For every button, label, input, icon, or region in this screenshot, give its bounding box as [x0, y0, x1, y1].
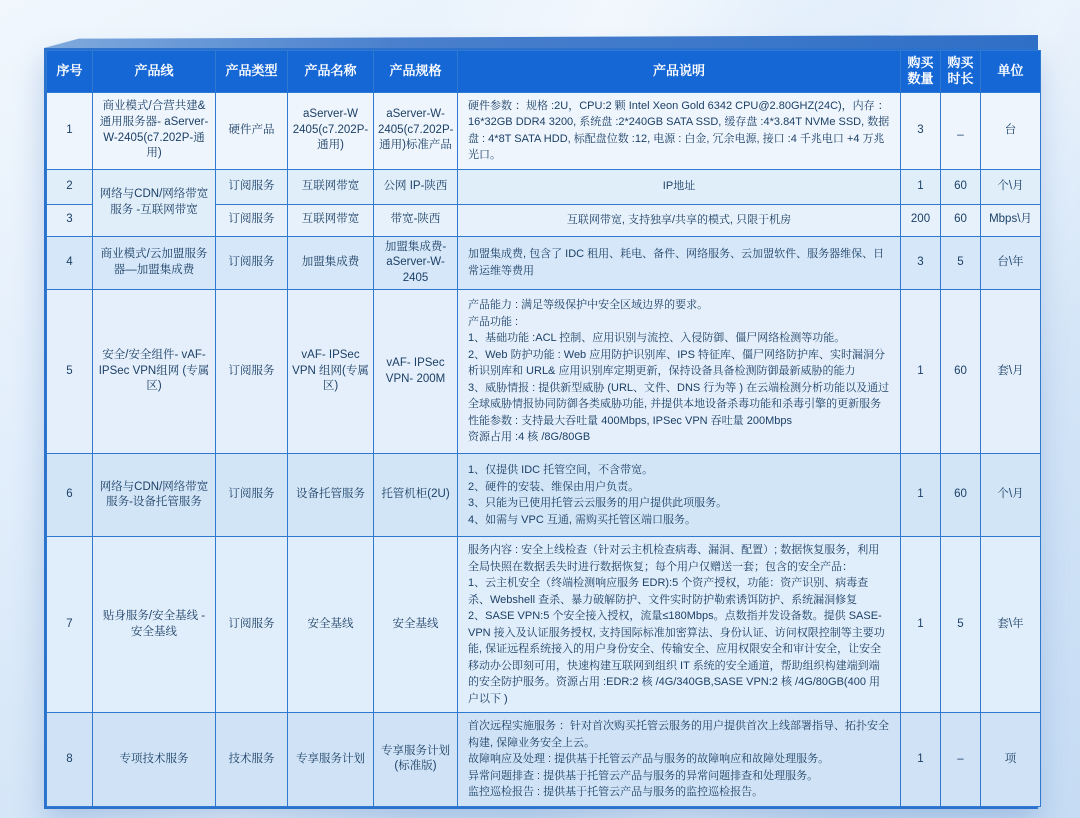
product-line-cell: 安全/安全组件- vAF-IPSec VPN组网 (专属区): [93, 290, 216, 454]
product-line-cell: 商业模式/合营共建&通用服务器- aServer-W-2405(c7.202P-通用): [93, 92, 216, 169]
product-spec-cell: 公网 IP-陕西: [374, 169, 458, 204]
product-name-cell: 专享服务计划: [288, 713, 374, 807]
desc-line: 硬件参数 ：规格 :2U，CPU:2 颗 Intel Xeon Gold 6342 CPU@2.80GHZ(24C)，内存 ：16*32GB DDR4 3200, 系统盘 :2*240GB SATA SSD, 缓存盘 :4*3.84T NVMe SSD, 数据盘 : 4*8T SATA HDD, 标配盘位数 :12, 电源 : 白金, 冗余电源, 接口 :4 千兆电口 +4 万兆光口。: [468, 99, 890, 161]
desc-line: 3、只能为已使用托管云云服务的用户提供此项服务。: [468, 497, 728, 510]
product-line-cell: 贴身服务/安全基线 - 安全基线: [93, 537, 216, 713]
product-name-cell: 互联网带宽: [288, 169, 374, 204]
col-header-seq: 序号: [47, 51, 93, 93]
table-row: [47, 713, 1041, 807]
product-spec-cell: 专享服务计划 (标准版): [374, 713, 458, 807]
qty-cell: 1: [901, 290, 941, 454]
table-row: [47, 454, 1041, 537]
table-frame: [44, 48, 1038, 809]
product-spec-cell: 安全基线: [374, 537, 458, 713]
product-desc-cell: [458, 713, 901, 807]
desc-line: 互联网带宽, 支持独享/共享的模式, 只限于机房: [566, 213, 792, 226]
col-header-product-desc: 产品说明: [458, 51, 901, 93]
table-row: [47, 236, 1041, 290]
desc-line: 产品能力 : 满足等级保护中安全区域边界的要求。: [468, 299, 709, 312]
seq-cell: 8: [47, 713, 93, 807]
product-name-cell: 设备托管服务: [288, 454, 374, 537]
qty-cell: 200: [901, 204, 941, 236]
desc-line: 性能参数 : 支持最大吞吐量 400Mbps, IPSec VPN 吞吐量 200Mbps: [468, 414, 792, 427]
unit-cell: 个\月: [981, 454, 1041, 537]
product-line-cell: 网络与CDN/网络带宽服务 -互联网带宽: [93, 169, 216, 236]
seq-cell: 2: [47, 169, 93, 204]
unit-cell: 套\月: [981, 290, 1041, 454]
col-header-product-type: 产品类型: [216, 51, 288, 93]
desc-line: 故障响应及处理 : 提供基于托管云产品与服务的故障响应和故障处理服务。: [468, 753, 830, 766]
product-type-cell: 订阅服务: [216, 537, 288, 713]
unit-cell: 台: [981, 92, 1041, 169]
unit-cell: 个\月: [981, 169, 1041, 204]
product-table: [46, 50, 1041, 807]
product-type-cell: 订阅服务: [216, 169, 288, 204]
product-table-panel: [44, 35, 1038, 809]
col-header-unit: 单位: [981, 51, 1041, 93]
duration-cell: 60: [941, 204, 981, 236]
desc-line: 1、云主机安全（终端检测响应服务 EDR):5 个资产授权，功能：资产识别、病毒查杀、Webshell 查杀、暴力破解防护、文件实时防护勒索诱饵防护、系统漏洞修复: [468, 577, 869, 606]
product-type-cell: 硬件产品: [216, 92, 288, 169]
seq-cell: 6: [47, 454, 93, 537]
duration-cell: –: [941, 713, 981, 807]
table-row: [47, 537, 1041, 713]
desc-line: 1、仅提供 IDC 托管空间，不含带宽。: [468, 464, 654, 477]
col-header-product-spec: 产品规格: [374, 51, 458, 93]
product-type-cell: 技术服务: [216, 713, 288, 807]
product-spec-cell: 带宽-陕西: [374, 204, 458, 236]
col-header-duration: 购买时长: [941, 51, 981, 93]
desc-line: 4、如需与 VPC 互通, 需购买托管区端口服务。: [468, 513, 696, 526]
seq-cell: 5: [47, 290, 93, 454]
product-name-cell: 安全基线: [288, 537, 374, 713]
product-type-cell: 订阅服务: [216, 290, 288, 454]
product-line-cell: 商业模式/云加盟服务器—加盟集成费: [93, 236, 216, 290]
product-desc-cell: [458, 454, 901, 537]
unit-cell: 项: [981, 713, 1041, 807]
product-spec-cell: 加盟集成费-aServer-W-2405: [374, 236, 458, 290]
desc-line: 2、Web 防护功能 : Web 应用防护识别库、IPS 特征库、僵尸网络防护库、实时漏洞分析识别库和 URL& 应用识别库定期更新，保持设备具备检测防御最新威胁的能力: [468, 348, 886, 378]
qty-cell: 1: [901, 537, 941, 713]
duration-cell: 60: [941, 169, 981, 204]
product-desc-cell: [458, 290, 901, 454]
product-desc-cell: [458, 537, 901, 713]
qty-cell: 1: [901, 713, 941, 807]
product-line-cell: 网络与CDN/网络带宽服务-设备托管服务: [93, 454, 216, 537]
unit-cell: 台\年: [981, 236, 1041, 290]
desc-line: 1、基础功能 :ACL 控制、应用识别与流控、入侵防御、僵尸网络检测等功能。: [468, 332, 846, 345]
desc-line: 服务内容 : 安全上线检查（针对云主机检查病毒、漏洞、配置）; 数据恢复服务，利用全局快照在数据丢失时进行数据恢复；每个用户仅赠送一套；包含的安全产品：: [468, 544, 880, 573]
seq-cell: 3: [47, 204, 93, 236]
product-desc-cell: [458, 236, 901, 290]
table-top-bevel: [44, 35, 1038, 48]
desc-line: 产品功能 :: [468, 315, 519, 328]
product-name-cell: aServer-W 2405(c7.202P-通用): [288, 92, 374, 169]
product-desc-cell: [458, 204, 901, 236]
table-body: [47, 92, 1041, 806]
table-row: [47, 169, 1041, 204]
desc-line: 加盟集成费, 包含了 IDC 租用、耗电、备件、网络服务、云加盟软件、服务器维保、日常运维等费用: [468, 248, 885, 277]
seq-cell: 1: [47, 92, 93, 169]
desc-line: 2、SASE VPN:5 个安全接入授权，流量≤180Mbps。点数指并发设备数。提供 SASE-VPN 接入及认证服务授权, 支持国际标准加密算法、身份认证、访问权限控制等主要功能, 保证远程系统接入的用户身份安全、传输安全、应用权限安全和审计安全，让安全移动办公即刻可用，快速构建互联网到组织 IT 系统的安全通道，帮助组织构建端到端的安全防护服务。资源占用 :EDR:2 核 /4G/340GB,SASE VPN:2 核 /4G/80GB(400 用户以下 ): [468, 610, 885, 705]
product-desc-cell: [458, 169, 901, 204]
duration-cell: _: [941, 92, 981, 169]
desc-line: 监控巡检报告 : 提供基于托管云产品与服务的监控巡检报告。: [468, 786, 764, 799]
table-row: [47, 92, 1041, 169]
duration-cell: 60: [941, 290, 981, 454]
table-row: [47, 290, 1041, 454]
seq-cell: 4: [47, 236, 93, 290]
seq-cell: 7: [47, 537, 93, 713]
product-line-cell: 专项技术服务: [93, 713, 216, 807]
desc-line: 首次远程实施服务 ：针对首次购买托管云服务的用户提供首次上线部署指导、拓扑安全构建, 保障业务安全上云。: [468, 720, 890, 749]
desc-line: 2、硬件的安装、维保由用户负责。: [468, 480, 640, 493]
product-type-cell: 订阅服务: [216, 454, 288, 537]
unit-cell: Mbps\月: [981, 204, 1041, 236]
desc-line: 3、威胁情报 : 提供新型威胁 (URL、文件、DNS 行为等 ) 在云端检测分析功能以及通过全球威胁情报协同防御各类威胁功能, 并提供本地设备杀毒功能和杀毒引擎的更新服务: [468, 381, 890, 411]
col-header-product-name: 产品名称: [288, 51, 374, 93]
duration-cell: 5: [941, 236, 981, 290]
table-header-row: [47, 51, 1041, 93]
qty-cell: 3: [901, 92, 941, 169]
col-header-product-line: 产品线: [93, 51, 216, 93]
qty-cell: 1: [901, 169, 941, 204]
desc-line: 异常问题排查 : 提供基于托管云产品与服务的异常问题排查和处理服务。: [468, 769, 819, 782]
product-name-cell: 加盟集成费: [288, 236, 374, 290]
product-name-cell: vAF- IPSec VPN 组网(专属区): [288, 290, 374, 454]
duration-cell: 60: [941, 454, 981, 537]
product-type-cell: 订阅服务: [216, 236, 288, 290]
product-type-cell: 订阅服务: [216, 204, 288, 236]
product-spec-cell: vAF- IPSec VPN- 200M: [374, 290, 458, 454]
qty-cell: 1: [901, 454, 941, 537]
duration-cell: 5: [941, 537, 981, 713]
product-spec-cell: aServer-W-2405(c7.202P-通用)标准产品: [374, 92, 458, 169]
product-desc-cell: [458, 92, 901, 169]
unit-cell: 套\年: [981, 537, 1041, 713]
qty-cell: 3: [901, 236, 941, 290]
col-header-qty: 购买数量: [901, 51, 941, 93]
desc-line: 资源占用 :4 核 /8G/80GB: [468, 431, 591, 444]
desc-line: IP地址: [662, 180, 696, 193]
product-spec-cell: 托管机柜(2U): [374, 454, 458, 537]
product-name-cell: 互联网带宽: [288, 204, 374, 236]
